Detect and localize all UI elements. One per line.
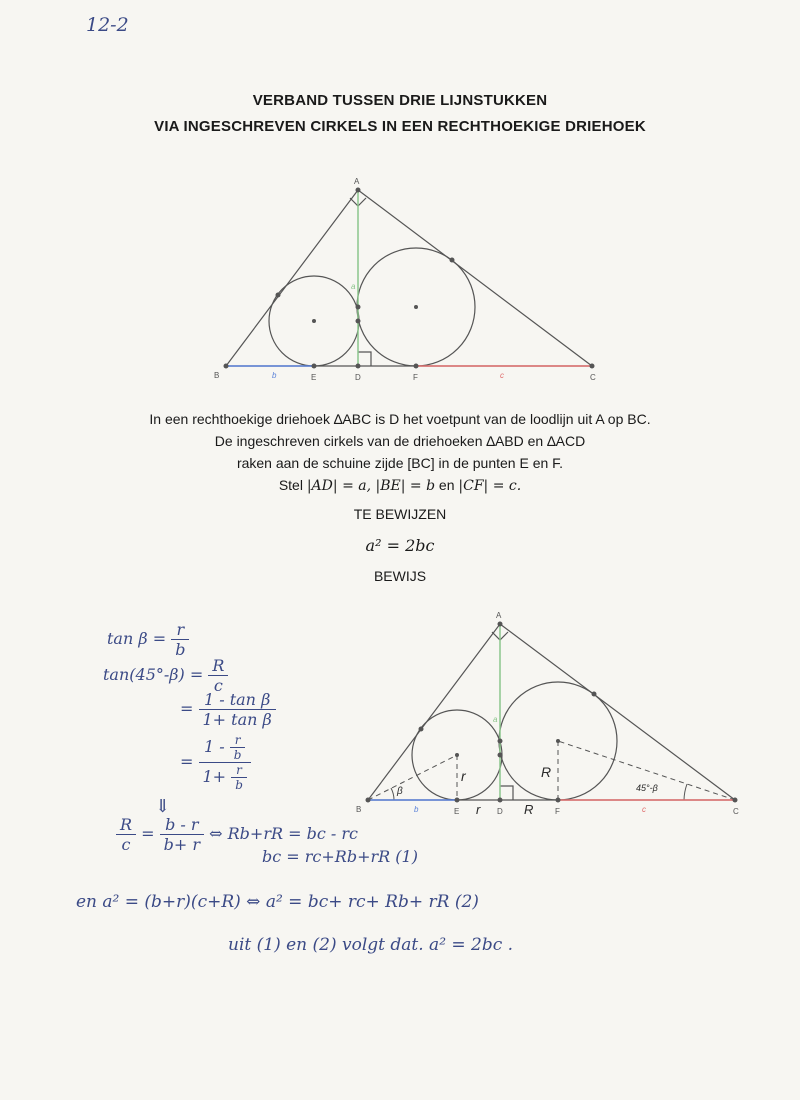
hw-frac-num: R — [116, 815, 136, 835]
side-AC — [358, 190, 592, 366]
hw-tan-beta-lhs: tan β = — [107, 629, 167, 648]
angle-arc-C — [684, 784, 687, 800]
tangent-point-ad2 — [356, 319, 361, 324]
label-c: c — [500, 371, 504, 380]
hw-step3-inner-frac — [230, 733, 246, 762]
label-C: C — [590, 373, 596, 382]
hw-eq-2: bc = rc+Rb+rR (1) — [262, 847, 418, 866]
label-D-2: D — [497, 807, 503, 816]
figure-1 — [0, 0, 800, 400]
label-A-2: A — [496, 611, 502, 620]
label-angle-C: 45°-β — [636, 783, 658, 793]
hw-frac-den: b+ r — [163, 835, 201, 854]
tangent-point-ab-2 — [419, 727, 424, 732]
point-C — [590, 364, 595, 369]
hw-tan-beta-frac — [171, 620, 189, 659]
label-A: A — [354, 177, 360, 186]
point-D — [356, 364, 361, 369]
hw-step3-den-a: 1+ — [202, 767, 227, 786]
hw-frac-num: r — [230, 733, 246, 748]
hw-step2-frac — [199, 690, 276, 729]
hw-tan2-lhs: tan(45°-β) = — [103, 665, 204, 684]
tangent-point-ac — [450, 258, 455, 263]
label-beta: β — [397, 786, 403, 797]
hw-frac-num: R — [208, 656, 228, 676]
hw-frac-den: c — [121, 835, 131, 854]
hw-arrow-down: ⇓ — [155, 796, 171, 817]
center-large-2 — [556, 739, 560, 743]
label-b: b — [272, 371, 277, 380]
tangent-point-ad1 — [356, 305, 361, 310]
hw-frac-num: r — [171, 620, 189, 640]
angle-arc-B — [391, 788, 394, 800]
page-number: 12-2 — [86, 14, 129, 36]
hw-frac-num: b - r — [160, 815, 204, 835]
hw-frac-den: b — [233, 748, 242, 762]
statement-line-4-math-2: |CF| = c. — [458, 478, 522, 494]
statement-line-3: raken aan de schuine zijde [BC] in de punten E en F. — [236, 455, 564, 471]
hw-conclusion: uit (1) en (2) volgt dat. a² = 2bc . — [228, 935, 514, 955]
label-D: D — [355, 373, 361, 382]
label-c-2: c — [642, 805, 646, 814]
hw-frac-num — [199, 733, 251, 763]
hw-eq1-rest: ⇔ Rb+rR = bc - rc — [209, 824, 358, 843]
label-E: E — [311, 373, 317, 382]
right-angle-mark-d-2 — [500, 786, 513, 800]
label-F-2: F — [555, 807, 560, 816]
to-prove-formula: a² = 2bc — [365, 536, 435, 555]
hw-frac-num: 1 - tan β — [199, 690, 276, 710]
center-small-2 — [455, 753, 459, 757]
statement-line-1: In een rechthoekige driehoek ∆ABC is D het voetpunt van de loodlijn uit A op BC. — [149, 411, 651, 427]
point-B-2 — [366, 798, 371, 803]
title-line-1: VERBAND TUSSEN DRIE LIJNSTUKKEN — [252, 92, 548, 109]
label-r-segment: r — [476, 802, 481, 817]
title-line-2: VIA INGESCHREVEN CIRKELS IN EEN RECHTHOEKIGE DRIEHOEK — [154, 118, 646, 135]
proof-heading: BEWIJS — [373, 568, 427, 584]
point-D-2 — [498, 798, 503, 803]
point-E-2 — [455, 798, 460, 803]
statement-line-4-prefix: Stel — [278, 477, 307, 493]
hw-frac-den — [199, 763, 251, 792]
label-E-2: E — [454, 807, 460, 816]
hw-step3-eq: = — [180, 752, 194, 771]
right-angle-mark-d — [358, 352, 371, 366]
point-B — [224, 364, 229, 369]
hw-step-3 — [180, 733, 251, 792]
label-B-2: B — [356, 805, 362, 814]
hw-frac-den: b — [175, 640, 186, 659]
label-F: F — [413, 373, 418, 382]
label-R-segment: R — [524, 802, 534, 817]
hw-step3-frac — [199, 733, 251, 792]
hw-tan-beta — [107, 620, 189, 659]
side-AC-2 — [500, 624, 735, 800]
hw-step2-eq: = — [180, 699, 194, 718]
hw-eq1-eq: = — [141, 824, 155, 843]
to-prove-heading: TE BEWIJZEN — [353, 506, 447, 522]
label-a-2: a — [493, 715, 498, 724]
center-large — [414, 305, 418, 309]
hw-eq-3: en a² = (b+r)(c+R) ⇔ a² = bc+ rc+ Rb+ rR (2) — [76, 892, 479, 912]
label-R-radius: R — [541, 764, 552, 780]
tangent-point-ab — [276, 293, 281, 298]
side-AB-2 — [368, 624, 500, 800]
statement-line-4 — [0, 474, 800, 497]
statement-line-4-math-1: |AD| = a, |BE| = b — [306, 478, 436, 494]
center-small — [312, 319, 316, 323]
hw-step-2 — [180, 690, 276, 729]
point-F — [414, 364, 419, 369]
hw-frac-den: c — [213, 676, 223, 695]
hw-frac-num: r — [231, 763, 247, 778]
tangent-point-ad2-2 — [498, 753, 503, 758]
hw-eq1-rhs-frac — [160, 815, 204, 854]
hw-step3-num-a: 1 - — [203, 737, 225, 756]
tangent-point-ac-2 — [592, 692, 597, 697]
tangent-point-ad1-2 — [498, 739, 503, 744]
label-r-radius: r — [461, 768, 466, 784]
hw-frac-den: 1+ tan β — [202, 710, 272, 729]
statement-line-2: De ingeschreven cirkels van de driehoeken ∆ABD en ∆ACD — [214, 433, 586, 449]
point-E — [312, 364, 317, 369]
label-b-2: b — [414, 805, 419, 814]
side-AB — [226, 190, 358, 366]
point-A — [356, 188, 361, 193]
hw-eq1-lhs-frac — [116, 815, 136, 854]
hw-frac-den: b — [235, 778, 243, 792]
point-F-2 — [556, 798, 561, 803]
label-a: a — [351, 282, 356, 291]
statement-line-4-and: en — [435, 477, 459, 493]
label-B: B — [214, 371, 220, 380]
hw-step3-inner-frac — [231, 763, 247, 792]
point-A-2 — [498, 622, 503, 627]
label-C-2: C — [733, 807, 739, 816]
point-C-2 — [733, 798, 738, 803]
